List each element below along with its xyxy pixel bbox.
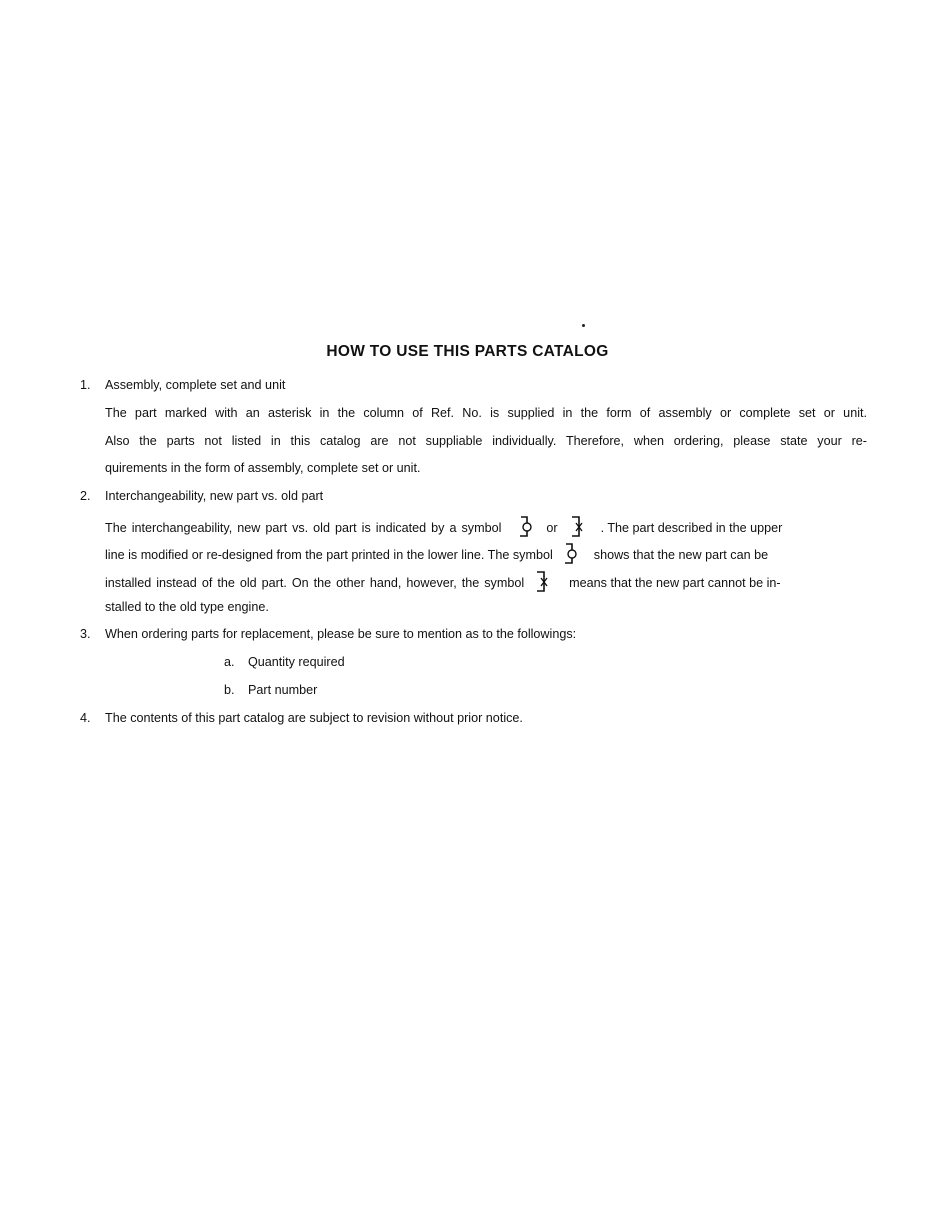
section-1-line-3: quirements in the form of assembly, complete set or unit. [105,461,421,475]
section-2-line-4: stalled to the old type engine. [105,600,269,614]
section-2-line-2 [105,543,768,565]
section-2-line-3-a: installed instead of the old part. On the other hand, however, the symbol [105,576,525,590]
section-4-heading: The contents of this part catalog are subject to revision without prior notice. [105,711,523,725]
stray-dot [582,324,585,327]
section-2-line-2-a: line is modified or re-designed from the part printed in the lower line. The symbol [105,548,553,562]
section-2-line-1-or: or [546,521,558,535]
section-3-number: 3. [80,627,91,641]
section-2-heading: Interchangeability, new part vs. old part [105,489,324,503]
section-2-line-1-b: . The part described in the upper [600,521,783,535]
section-2-line-2-b: shows that the new part can be [593,548,769,562]
section-2-number: 2. [80,489,91,503]
section-1-heading: Assembly, complete set and unit [105,378,286,392]
bracket-x-symbol-icon [534,571,552,593]
bracket-x-symbol-icon [569,516,587,538]
section-3-item-b-text: Part number [248,683,318,697]
page-title: HOW TO USE THIS PARTS CATALOG [326,343,609,360]
section-2-line-1-a: The interchangeability, new part vs. old part is indicated by a symbol [105,521,502,535]
section-1-line-1: The part marked with an asterisk in the column of Ref. No. is supplied in the form of assembly or complete set or unit. [105,406,867,420]
section-3-item-b-letter: b. [224,683,235,697]
bracket-circle-symbol-icon [517,516,535,538]
section-3-heading: When ordering parts for replacement, please be sure to mention as to the followings: [105,627,577,641]
section-2-line-3 [105,571,781,593]
section-4-number: 4. [80,711,91,725]
section-3-item-a-text: Quantity required [248,655,345,669]
section-2-line-3-b: means that the new part cannot be in- [569,576,781,590]
section-3-item-a-letter: a. [224,655,235,669]
bracket-circle-symbol-icon [562,543,580,565]
section-1-number: 1. [80,378,91,392]
section-1-line-2: Also the parts not listed in this catalog are not suppliable individually. Therefore, when ordering, please state your re- [105,434,867,448]
section-2-line-1 [105,516,867,538]
